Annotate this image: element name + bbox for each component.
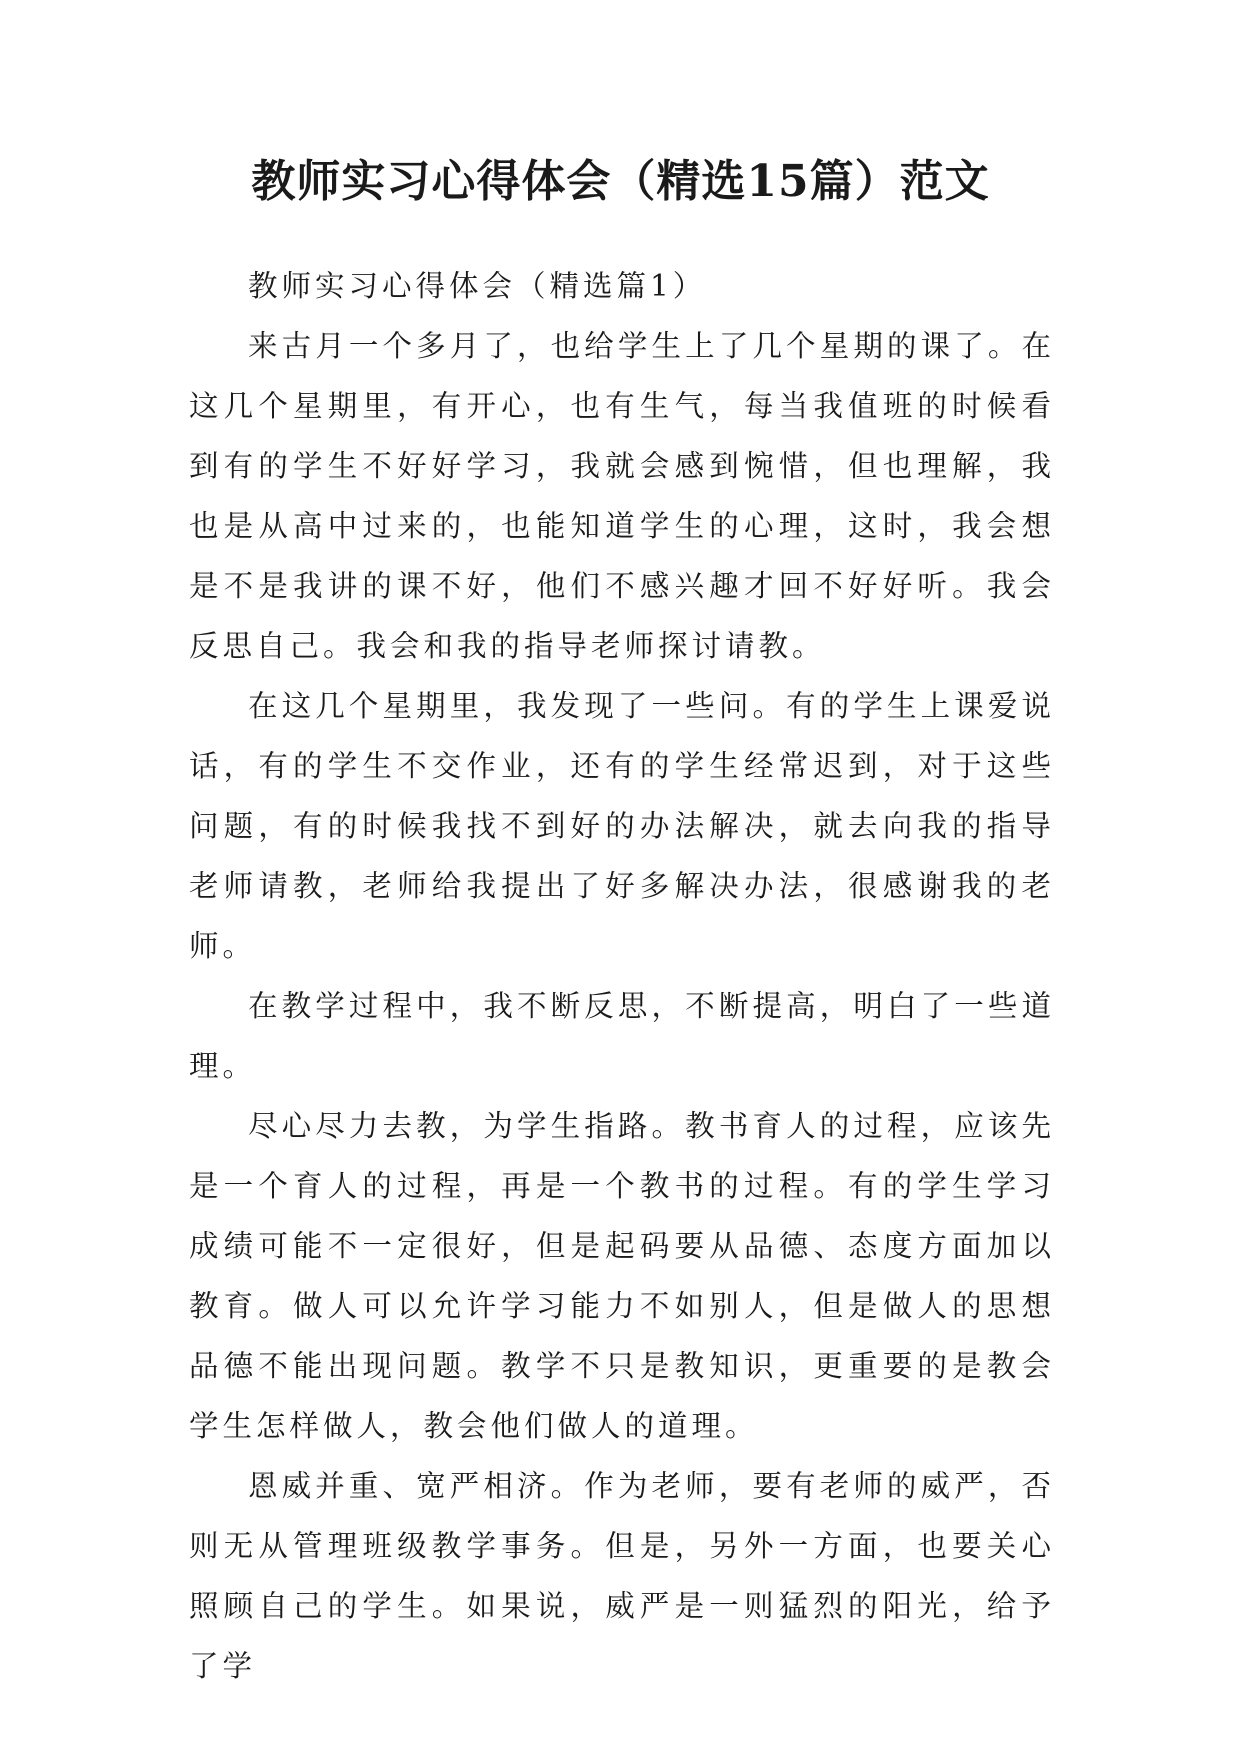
paragraph: 在这几个星期里，我发现了一些问。有的学生上课爱说话，有的学生不交作业，还有的学生经常迟到，对于这些问题，有的时候我找不到好的办法解决，就去向我的指导老师请教，老师给我提出了好多解决办法，很感谢我的老师。	[189, 689, 1055, 963]
document-body	[189, 256, 1055, 1696]
section-heading: 教师实习心得体会（精选篇1）	[248, 269, 707, 303]
paragraph: 恩威并重、宽严相济。作为老师，要有老师的威严，否则无从管理班级教学事务。但是，另外一方面，也要关心照顾自己的学生。如果说，威严是一则猛烈的阳光，给予了学	[189, 1469, 1055, 1683]
paragraph: 来古月一个多月了，也给学生上了几个星期的课了。在这几个星期里，有开心，也有生气，每当我值班的时候看到有的学生不好好学习，我就会感到惋惜，但也理解，我也是从高中过来的，也能知道学生的心理，这时，我会想是不是我讲的课不好，他们不感兴趣才回不好好听。我会反思自己。我会和我的指导老师探讨请教。	[189, 329, 1055, 663]
paragraph: 尽心尽力去教，为学生指路。教书育人的过程，应该先是一个育人的过程，再是一个教书的过程。有的学生学习成绩可能不一定很好，但是起码要从品德、态度方面加以教育。做人可以允许学习能力不如别人，但是做人的思想品德不能出现问题。教学不只是教知识，更重要的是教会学生怎样做人，教会他们做人的道理。	[189, 1109, 1055, 1443]
document-title: 教师实习心得体会（精选15篇）范文	[251, 156, 990, 207]
paragraph: 在教学过程中，我不断反思，不断提高，明白了一些道理。	[189, 989, 1055, 1083]
